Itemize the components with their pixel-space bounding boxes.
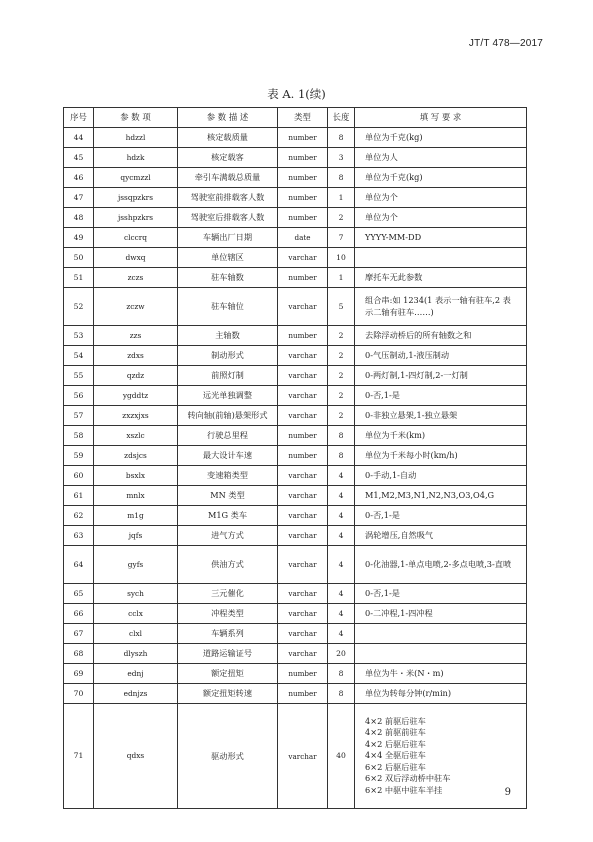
table-row [64, 268, 527, 288]
table-row [64, 546, 527, 584]
param-type: varchar [278, 248, 328, 268]
table-row [64, 168, 527, 188]
param-description: 核定载客 [178, 148, 278, 168]
row-number: 68 [64, 644, 94, 664]
fill-requirement [355, 268, 527, 288]
param-type: varchar [278, 366, 328, 386]
table-row [64, 506, 527, 526]
param-type: varchar [278, 506, 328, 526]
row-number: 66 [64, 604, 94, 624]
param-type: varchar [278, 466, 328, 486]
param-type: number [278, 128, 328, 148]
row-number: 51 [64, 268, 94, 288]
param-length: 8 [328, 664, 355, 684]
param-length: 20 [328, 644, 355, 664]
requirement-line: 单位为千米每小时(km/h) [365, 450, 458, 461]
requirement-line: 6×2 双后浮动桥中驻车 [365, 773, 451, 784]
param-description: 牵引车满载总质量 [178, 168, 278, 188]
param-type: number [278, 188, 328, 208]
fill-requirement [355, 466, 527, 486]
param-code: ednjzs [94, 684, 178, 704]
param-code: clccrq [94, 228, 178, 248]
param-description: 供油方式 [178, 546, 278, 584]
parameter-table [63, 107, 527, 809]
fill-requirement [355, 486, 527, 506]
param-type: varchar [278, 526, 328, 546]
param-length: 40 [328, 704, 355, 809]
table-row [64, 644, 527, 664]
page-number: 9 [504, 787, 511, 798]
param-code: zxzxjxs [94, 406, 178, 426]
param-length: 4 [328, 604, 355, 624]
param-type: varchar [278, 486, 328, 506]
param-length: 8 [328, 446, 355, 466]
param-description: 核定载质量 [178, 128, 278, 148]
table-row [64, 208, 527, 228]
fill-requirement [355, 148, 527, 168]
param-description: 最大设计车速 [178, 446, 278, 466]
table-row [64, 466, 527, 486]
param-length: 8 [328, 684, 355, 704]
table-row [64, 684, 527, 704]
param-code: zczs [94, 268, 178, 288]
fill-requirement [355, 288, 527, 326]
requirement-line: 单位为个 [365, 192, 398, 203]
param-code: sych [94, 584, 178, 604]
param-type: varchar [278, 288, 328, 326]
param-description: 前照灯制 [178, 366, 278, 386]
table-row [64, 446, 527, 466]
param-code: zzs [94, 326, 178, 346]
param-description: 冲程类型 [178, 604, 278, 624]
row-number: 70 [64, 684, 94, 704]
param-type: varchar [278, 584, 328, 604]
param-description: 驾驶室后排载客人数 [178, 208, 278, 228]
requirement-line: 0-两灯制,1-四灯制,2-一灯制 [365, 370, 468, 381]
table-row [64, 288, 527, 326]
row-number: 46 [64, 168, 94, 188]
table-row [64, 604, 527, 624]
requirement-line: 单位为转每分钟(r/min) [365, 688, 452, 699]
column-header-requirement: 填 写 要 求 [355, 108, 527, 128]
requirement-line: 示二轴有驻车……) [365, 306, 434, 317]
param-type: number [278, 426, 328, 446]
row-number: 55 [64, 366, 94, 386]
fill-requirement [355, 326, 527, 346]
requirement-line: 组合串:如 1234(1 表示一轴有驻车,2 表 [365, 295, 511, 305]
row-number: 53 [64, 326, 94, 346]
requirement-line: 0-二冲程,1-四冲程 [365, 608, 433, 619]
table-row [64, 346, 527, 366]
requirement-line: YYYY-MM-DD [365, 232, 422, 243]
fill-requirement [355, 346, 527, 366]
fill-requirement [355, 248, 527, 268]
column-header-no: 序号 [64, 108, 94, 128]
param-code: gyfs [94, 546, 178, 584]
column-header-desc: 参 数 描 述 [178, 108, 278, 128]
row-number: 56 [64, 386, 94, 406]
row-number: 61 [64, 486, 94, 506]
row-number: 44 [64, 128, 94, 148]
param-code: clxl [94, 624, 178, 644]
table-row [64, 486, 527, 506]
param-type: varchar [278, 406, 328, 426]
table-row [64, 584, 527, 604]
param-description: 驱动形式 [178, 704, 278, 809]
row-number: 50 [64, 248, 94, 268]
param-type: varchar [278, 604, 328, 624]
param-description: M1G 类车 [178, 506, 278, 526]
table-row [64, 326, 527, 346]
requirement-line: 单位为人 [365, 152, 398, 163]
table-row [64, 248, 527, 268]
table-caption: 表 A. 1(续) [267, 87, 326, 101]
param-code: qycmzzl [94, 168, 178, 188]
param-length: 4 [328, 506, 355, 526]
fill-requirement [355, 704, 527, 809]
row-number: 48 [64, 208, 94, 228]
param-length: 2 [328, 326, 355, 346]
param-length: 4 [328, 584, 355, 604]
param-length: 2 [328, 386, 355, 406]
requirement-line: 单位为个 [365, 212, 398, 223]
table-row [64, 664, 527, 684]
fill-requirement [355, 188, 527, 208]
param-code: dlyszh [94, 644, 178, 664]
requirement-line: 涡轮增压,自然吸气 [365, 530, 434, 541]
requirement-line: 单位为千克(kg) [365, 172, 423, 183]
row-number: 45 [64, 148, 94, 168]
fill-requirement [355, 684, 527, 704]
requirement-line: M1,M2,M3,N1,N2,N3,O3,O4,G [365, 490, 495, 501]
param-type: date [278, 228, 328, 248]
requirement-line: 单位为千米(km) [365, 430, 426, 441]
param-code: jsshpzkrs [94, 208, 178, 228]
row-number: 71 [64, 704, 94, 809]
param-length: 2 [328, 346, 355, 366]
param-code: jssqpzkrs [94, 188, 178, 208]
param-type: varchar [278, 644, 328, 664]
param-description: MN 类型 [178, 486, 278, 506]
fill-requirement [355, 604, 527, 624]
param-code: zdxs [94, 346, 178, 366]
fill-requirement [355, 406, 527, 426]
param-type: number [278, 684, 328, 704]
param-length: 4 [328, 546, 355, 584]
param-code: jqfs [94, 526, 178, 546]
table-row [64, 148, 527, 168]
param-type: varchar [278, 704, 328, 809]
fill-requirement [355, 426, 527, 446]
param-code: zczw [94, 288, 178, 326]
row-number: 62 [64, 506, 94, 526]
table-row [64, 188, 527, 208]
param-code: bsxlx [94, 466, 178, 486]
param-description: 三元催化 [178, 584, 278, 604]
param-description: 驻车轴位 [178, 288, 278, 326]
param-length: 7 [328, 228, 355, 248]
row-number: 49 [64, 228, 94, 248]
param-length: 3 [328, 148, 355, 168]
param-type: varchar [278, 346, 328, 366]
table-row [64, 624, 527, 644]
requirement-line: 单位为牛・米(N・m) [365, 668, 444, 679]
fill-requirement [355, 664, 527, 684]
param-type: number [278, 664, 328, 684]
param-code: hdzzl [94, 128, 178, 148]
fill-requirement [355, 208, 527, 228]
param-length: 8 [328, 128, 355, 148]
param-code: hdzk [94, 148, 178, 168]
fill-requirement [355, 168, 527, 188]
requirement-line: 6×2 后驱后驻车 [365, 761, 426, 772]
requirement-line: 4×4 全驱后驻车 [365, 750, 426, 761]
requirement-line: 0-否,1-是 [365, 510, 400, 521]
requirement-line: 去除浮动桥后的所有轴数之和 [365, 330, 472, 341]
requirement-line: 单位为千克(kg) [365, 132, 423, 143]
table-header-row [64, 108, 527, 128]
param-length: 4 [328, 624, 355, 644]
param-type: number [278, 168, 328, 188]
row-number: 57 [64, 406, 94, 426]
param-description: 远光单独调整 [178, 386, 278, 406]
param-length: 8 [328, 426, 355, 446]
requirement-line: 摩托车无此参数 [365, 272, 423, 283]
param-description: 转向轴(前轴)悬架形式 [178, 406, 278, 426]
param-description: 主轴数 [178, 326, 278, 346]
param-code: ednj [94, 664, 178, 684]
row-number: 58 [64, 426, 94, 446]
row-number: 59 [64, 446, 94, 466]
param-type: number [278, 268, 328, 288]
requirement-line: 4×2 后驱后驻车 [365, 738, 426, 749]
param-description: 车辆系列 [178, 624, 278, 644]
param-length: 8 [328, 168, 355, 188]
requirement-line: 0-气压制动,1-液压制动 [365, 350, 450, 361]
param-description: 驾驶室前排载客人数 [178, 188, 278, 208]
requirement-line: 4×2 前驱后驻车 [365, 715, 426, 726]
table-row [64, 704, 527, 809]
param-code: qzdz [94, 366, 178, 386]
table-row [64, 228, 527, 248]
param-code: ygddtz [94, 386, 178, 406]
param-length: 5 [328, 288, 355, 326]
param-length: 4 [328, 526, 355, 546]
param-code: m1g [94, 506, 178, 526]
param-type: number [278, 446, 328, 466]
fill-requirement [355, 128, 527, 148]
param-length: 1 [328, 268, 355, 288]
param-description: 行驶总里程 [178, 426, 278, 446]
param-code: xszlc [94, 426, 178, 446]
table-row [64, 526, 527, 546]
fill-requirement [355, 584, 527, 604]
param-length: 10 [328, 248, 355, 268]
param-type: number [278, 208, 328, 228]
param-length: 2 [328, 406, 355, 426]
column-header-length: 长度 [328, 108, 355, 128]
fill-requirement [355, 446, 527, 466]
fill-requirement [355, 644, 527, 664]
requirement-line: 0-手动,1-自动 [365, 470, 417, 481]
param-type: number [278, 148, 328, 168]
param-description: 变速箱类型 [178, 466, 278, 486]
param-description: 制动形式 [178, 346, 278, 366]
fill-requirement [355, 506, 527, 526]
fill-requirement [355, 624, 527, 644]
row-number: 63 [64, 526, 94, 546]
row-number: 64 [64, 546, 94, 584]
param-code: qdxs [94, 704, 178, 809]
row-number: 54 [64, 346, 94, 366]
param-description: 驻车轴数 [178, 268, 278, 288]
standard-code: JT/T 478—2017 [468, 38, 543, 49]
param-code: zdsjcs [94, 446, 178, 466]
param-code: dwxq [94, 248, 178, 268]
table-row [64, 128, 527, 148]
requirement-line: 0-非独立悬架,1-独立悬架 [365, 410, 458, 421]
param-type: varchar [278, 624, 328, 644]
table-row [64, 426, 527, 446]
table-row [64, 366, 527, 386]
param-description: 额定扭矩转速 [178, 684, 278, 704]
requirement-line: 0-否,1-是 [365, 588, 400, 599]
fill-requirement [355, 546, 527, 584]
param-length: 2 [328, 366, 355, 386]
param-length: 1 [328, 188, 355, 208]
param-type: varchar [278, 546, 328, 584]
param-description: 单位辖区 [178, 248, 278, 268]
row-number: 52 [64, 288, 94, 326]
table-row [64, 406, 527, 426]
row-number: 65 [64, 584, 94, 604]
param-length: 4 [328, 486, 355, 506]
param-length: 4 [328, 466, 355, 486]
param-description: 进气方式 [178, 526, 278, 546]
requirement-line: 0-否,1-是 [365, 390, 400, 401]
row-number: 67 [64, 624, 94, 644]
requirement-line: 0-化油器,1-单点电喷,2-多点电喷,3-直喷 [365, 559, 512, 570]
param-description: 额定扭矩 [178, 664, 278, 684]
param-type: number [278, 326, 328, 346]
requirement-line: 6×2 中驱中驻车半挂 [365, 784, 443, 795]
param-description: 道路运输证号 [178, 644, 278, 664]
param-type: varchar [278, 386, 328, 406]
column-header-type: 类型 [278, 108, 328, 128]
fill-requirement [355, 366, 527, 386]
column-header-param: 参 数 项 [94, 108, 178, 128]
param-code: mnlx [94, 486, 178, 506]
requirement-line: 4×2 前驱前驻车 [365, 727, 426, 738]
table-row [64, 386, 527, 406]
param-length: 2 [328, 208, 355, 228]
fill-requirement [355, 526, 527, 546]
row-number: 60 [64, 466, 94, 486]
row-number: 47 [64, 188, 94, 208]
param-description: 车辆出厂日期 [178, 228, 278, 248]
row-number: 69 [64, 664, 94, 684]
fill-requirement [355, 386, 527, 406]
table-body [64, 128, 527, 809]
param-code: cclx [94, 604, 178, 624]
fill-requirement [355, 228, 527, 248]
